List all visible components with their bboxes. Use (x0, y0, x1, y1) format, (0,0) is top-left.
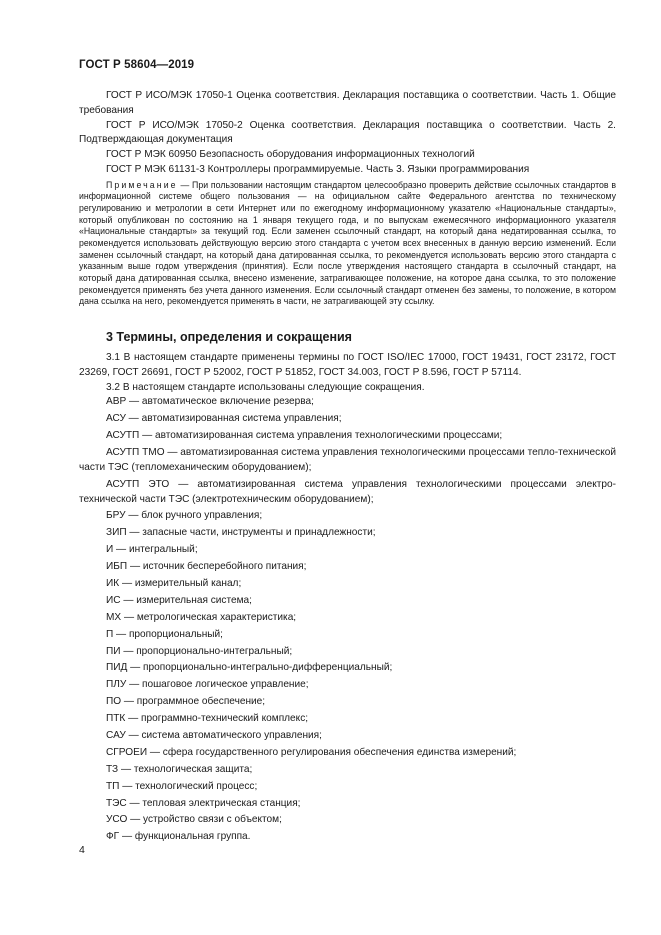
abbreviation-item: ТЗ — технологическая защита; (106, 763, 253, 775)
note-block (79, 180, 616, 308)
abbreviation-item: ПЛУ — пошаговое логическое управление; (106, 679, 309, 691)
abbreviation-item: МХ — метрологическая характеристика; (106, 611, 297, 623)
terms-paragraphs (79, 351, 616, 395)
abbreviation-item: ТЭС — тепловая электрическая станция; (106, 797, 301, 809)
abbreviation-item: ПИД — пропорционально-интегрально-дифференциальный; (106, 662, 393, 674)
note-text: — При пользовании настоящим стандартом целесообразно проверить действие ссылочных стандартов в информационной системе общего пользования — на официальном сайте Федерального агентства по техническому регулированию и метрологии в сети Интернет или по ежегодному информационному указателю «Национальные стандарты», который опубликован по состоянию на 1 января текущего года, и по выпускам ежемесячного информационного указателя «Национальные стандарты» за текущий год. Если заменен ссылочный стандарт, на который дана недатированная ссылка, то рекомендуется использовать действующую версию этого стандарта с учетом всех внесенных в данную версию изменений. Если заменен ссылочный стандарт, на который дана датированная ссылка, то рекомендуется использовать версию этого стандарта с указанным выше годом утверждения (принятия). Если после утверждения настоящего стандарта в ссылочный стандарт, на который дана датированная ссылка, внесено изменение, затрагивающее положение, на которое дана ссылка, то это положение рекомендуется применять без учета данного изменения. Если ссылочный стандарт отменен без замены, то положение, в котором дана ссылка на него, рекомендуется применять в части, не затрагивающей эту ссылку. (79, 179, 616, 307)
page-header-standard-code: ГОСТ Р 58604—2019 (79, 59, 195, 71)
abbreviation-item: П — пропорциональный; (106, 628, 223, 640)
note-paragraph (79, 180, 616, 308)
abbreviation-item: УСО — устройство связи с объектом; (106, 814, 282, 826)
terms-paragraph-3-1: 3.1 В настоящем стандарте применены термины по ГОСТ ISO/IEC 17000, ГОСТ 19431, ГОСТ 23172, ГОСТ 23269, ГОСТ 26691, ГОСТ Р 52002, ГОСТ Р 51852, ГОСТ 34.003, ГОСТ Р 8.596, ГОСТ Р 57114. (79, 352, 616, 378)
abbreviation-item: ФГ — функциональная группа. (106, 831, 251, 843)
section-title: 3 Термины, определения и сокращения (106, 330, 352, 344)
abbreviation-item: ЗИП — запасные части, инструменты и принадлежности; (106, 527, 376, 539)
reference-item: ГОСТ Р ИСО/МЭК 17050-1 Оценка соответствия. Декларация поставщика о соответствии. Часть 1. Общие требования (79, 90, 616, 116)
abbreviation-item: АВР — автоматическое включение резерва; (106, 396, 314, 408)
reference-item: ГОСТ Р ИСО/МЭК 17050-2 Оценка соответствия. Декларация поставщика о соответствии. Часть 2. Подтверждающая документация (79, 119, 616, 146)
reference-item: ГОСТ Р МЭК 60950 Безопасность оборудования информационных технологий (106, 149, 475, 161)
abbreviation-item: ПИ — пропорционально-интегральный; (106, 645, 293, 657)
abbreviation-item: БРУ — блок ручного управления; (106, 510, 263, 522)
abbreviation-item: САУ — система автоматического управления; (106, 730, 322, 742)
abbreviation-item: СГРОЕИ — сфера государственного регулирования обеспечения единства измерений; (106, 746, 517, 758)
references-list (79, 89, 616, 178)
abbreviation-item: АСУТП ТМО — автоматизированная система управления технологическими процессами тепло-технической части ТЭС (тепломеханическим оборудованием); (79, 447, 616, 473)
terms-paragraph-3-2: 3.2 В настоящем стандарте использованы следующие сокращения. (106, 381, 425, 393)
abbreviations-list (79, 395, 616, 845)
abbreviation-item: ИБП — источник бесперебойного питания; (106, 561, 307, 573)
abbreviation-item: АСУТП — автоматизированная система управления технологическими процессами; (106, 430, 503, 442)
abbreviation-item: ПТК — программно-технический комплекс; (106, 713, 309, 725)
abbreviation-item: ИК — измерительный канал; (106, 578, 242, 589)
note-label: Примечание (106, 179, 178, 190)
reference-item: ГОСТ Р МЭК 61131-3 Контроллеры программируемые. Часть 3. Языки программирования (106, 163, 530, 175)
page-number: 4 (79, 844, 85, 856)
abbreviation-item: ПО — программное обеспечение; (106, 696, 266, 708)
abbreviation-item: ТП — технологический процесс; (106, 780, 258, 792)
abbreviation-item: АСУТП ЭТО — автоматизированная система управления технологическими процессами электро-технической части ТЭС (электротехническим оборудованием); (79, 478, 616, 505)
page-content (79, 89, 616, 847)
abbreviation-item: ИС — измерительная система; (106, 594, 252, 606)
abbreviation-item: АСУ — автоматизированная система управления; (106, 413, 342, 425)
abbreviation-item: И — интегральный; (106, 544, 198, 556)
